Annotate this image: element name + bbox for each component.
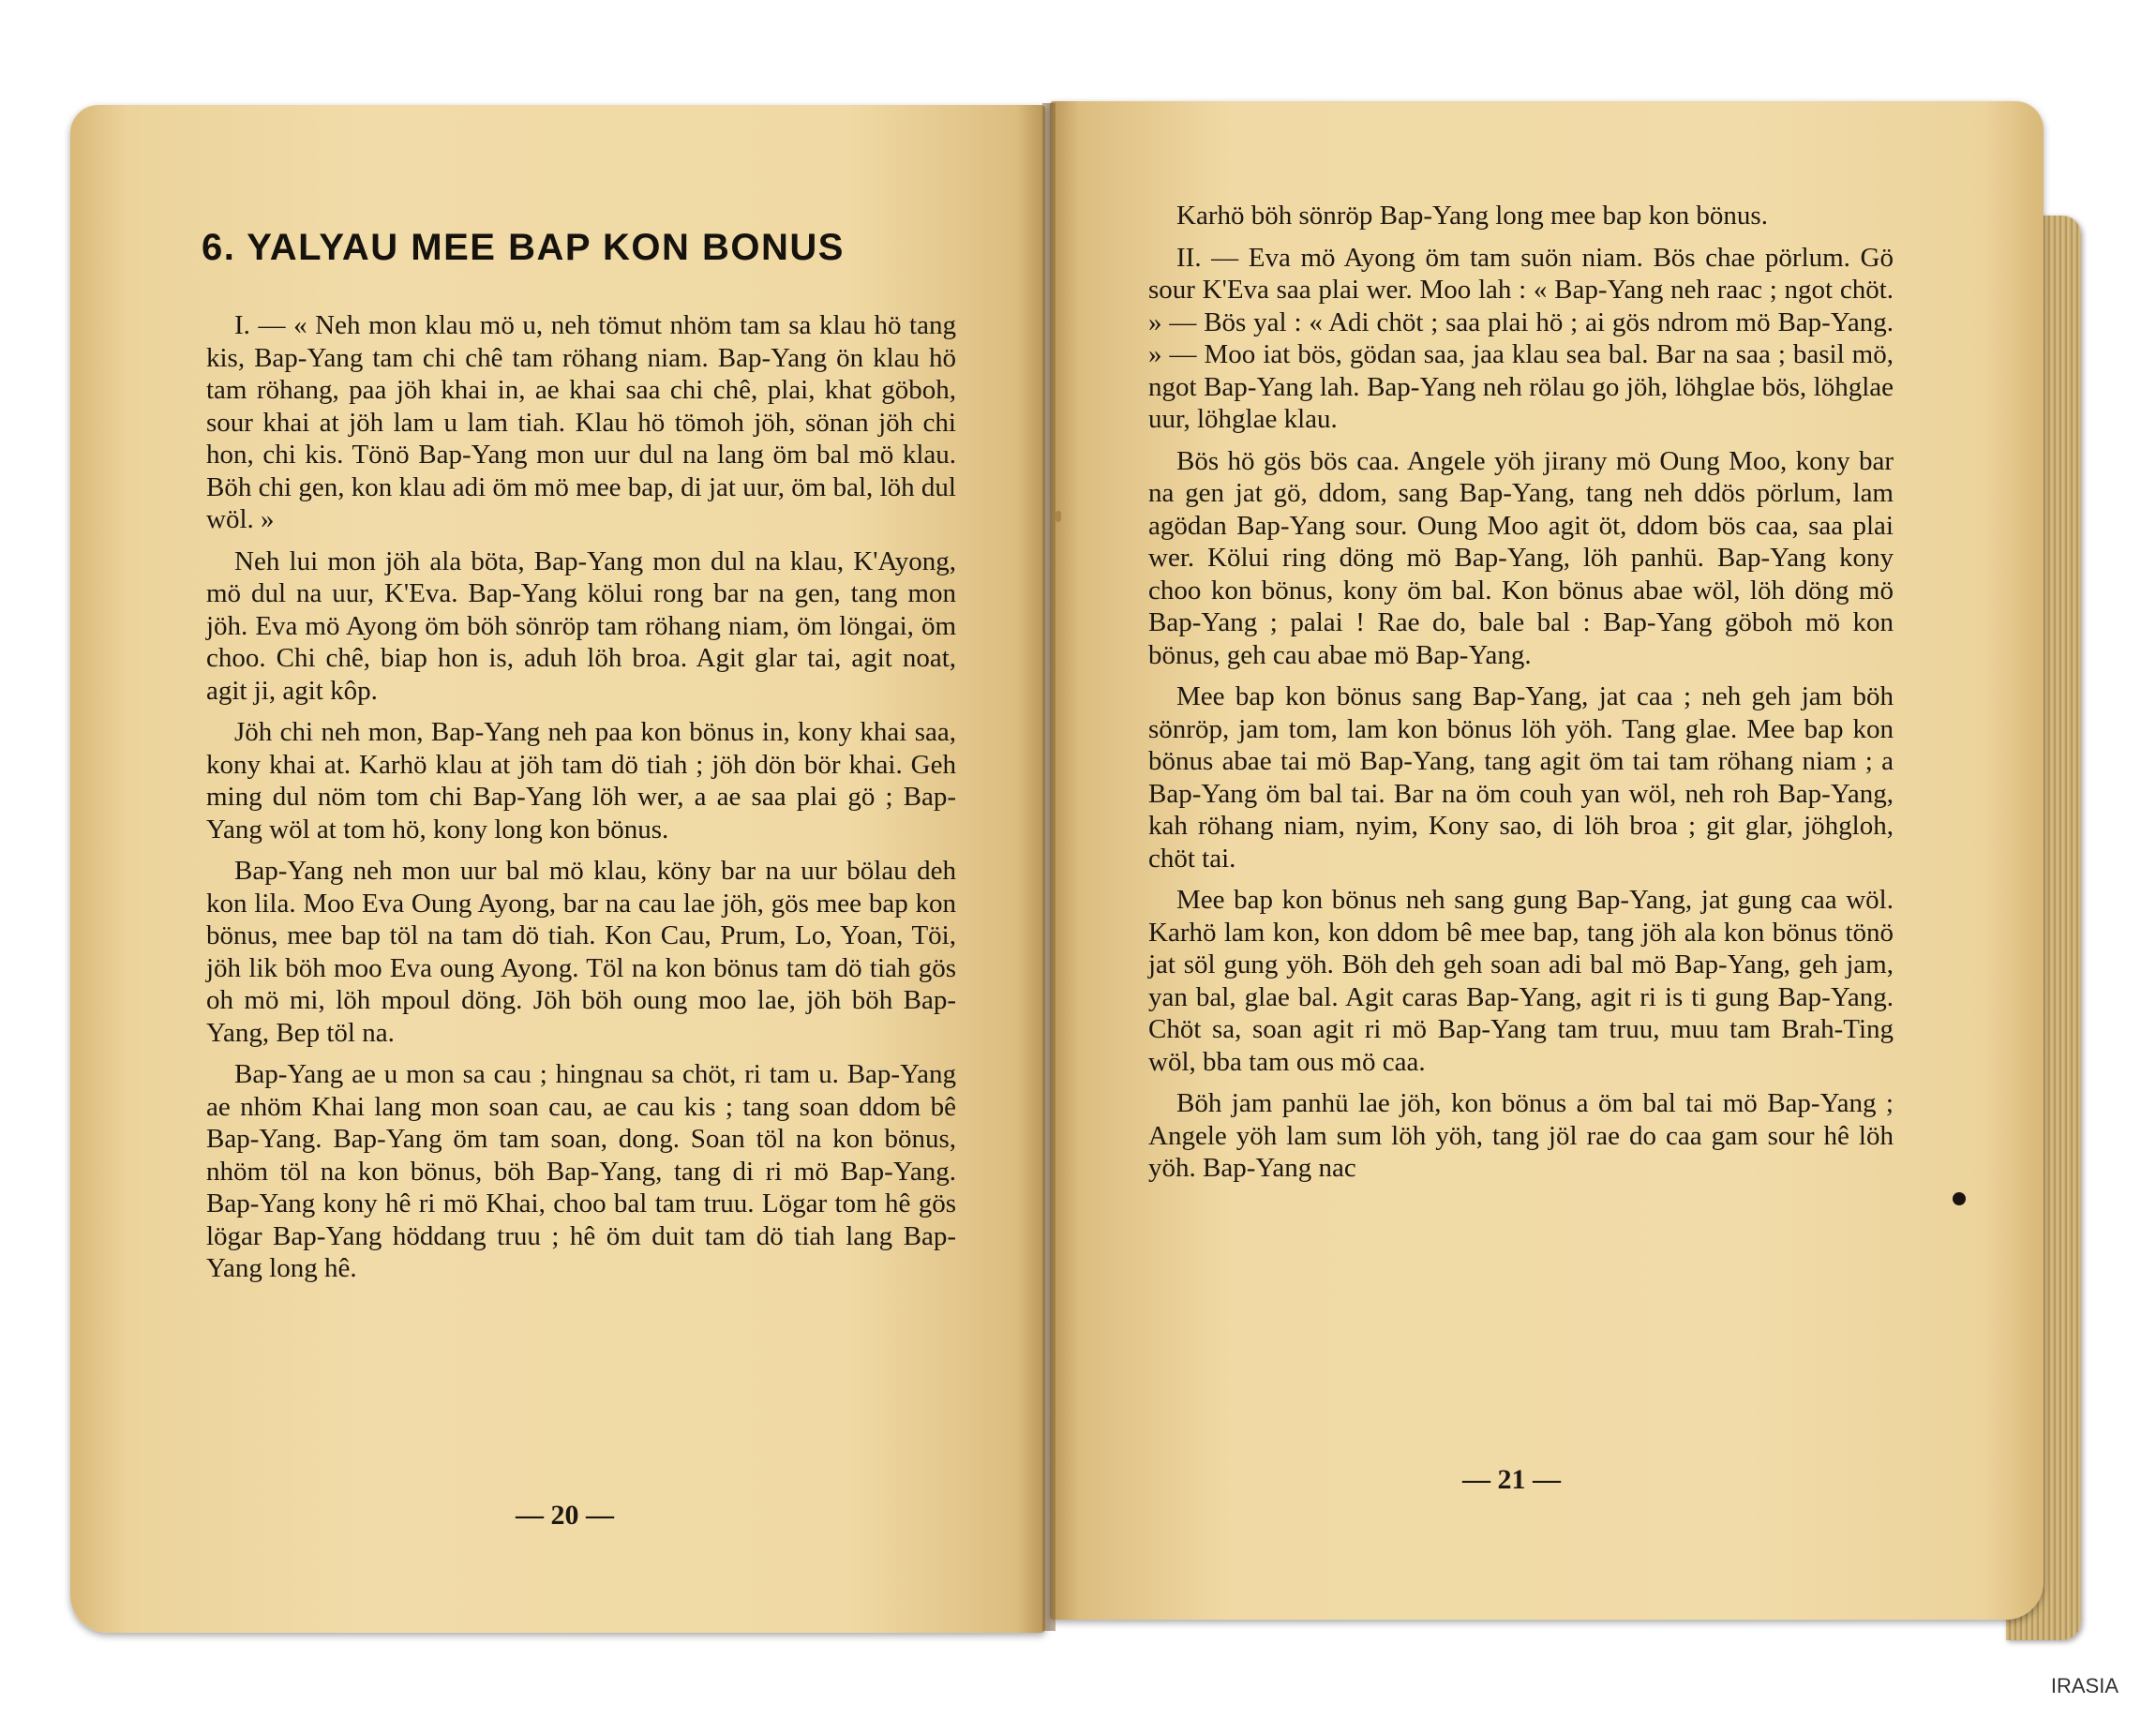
- paragraph: Neh lui mon jöh ala böta, Bap-Yang mon dul na klau, K'Ayong, mö dul na uur, K'Eva. Bap-Yang kölui rong bar na gen, tang mon jöh. Eva mö Ayong öm böh sönröp tam röhang niam, öm löngai, öm choo. Chi chê, biap hon is, aduh löh broa. Agit glar tai, agit noat, agit ji, agit kôp.: [206, 546, 956, 706]
- right-page-text: [1148, 200, 1894, 1194]
- paragraph: Bös hö gös bös caa. Angele yöh jirany mö Oung Moo, kony bar na gen jat gö, ddom, sang Bap-Yang, tang neh ddös pörlum, lam agödan Bap-Yang sour. Oung Moo agit öt, ddom bös caa, saa plai wer. Kölui ring döng mö Bap-Yang, löh panhü. Bap-Yang kony choo kon bönus, kony öm bal. Kon bönus abae wöl, löh döng mö Bap-Yang ; palai ! Rae do, bale bal : Bap-Yang göboh mö kon bönus, geh cau abae mö Bap-Yang.: [1148, 445, 1894, 670]
- paragraph: Jöh chi neh mon, Bap-Yang neh paa kon bönus in, kony khai saa, kony khai at. Karhö klau at jöh tam dö tiah ; jöh dön bör khai. Geh ming dul nöm tom chi Bap-Yang löh wer, a ae saa plai gö ; Bap-Yang wöl at tom hö, kony long kon bönus.: [206, 717, 956, 845]
- left-page-text: [206, 309, 956, 1294]
- paragraph: II. — Eva mö Ayong öm tam suön niam. Bös chae pörlum. Gö sour K'Eva saa plai wer. Moo lah : « Bap-Yang neh raac ; ngot chöt. » — Bös yal : « Adi chöt ; saa plai hö ; ai gös ndrom mö Bap-Yang. » — Moo iat bös, gödan saa, jaa klau sea bal. Bar na saa ; basil mö, ngot Bap-Yang lah. Bap-Yang neh rölau go jöh, löhglae bös, löhglae uur, löhglae klau.: [1148, 242, 1894, 434]
- paragraph: Bap-Yang neh mon uur bal mö klau, köny bar na uur bölau deh kon lila. Moo Eva Oung Ayong, bar na cau lae jöh, gös mee bap kon bönus, mee bap töl na tam dö tiah. Kon Cau, Prum, Lo, Yoan, Töi, jöh lik böh moo Eva oung Ayong. Töl na kon bönus tam dö tiah gös oh mö mi, löh mpoul döng. Jöh böh oung moo lae, jöh böh Bap-Yang, Bep töl na.: [206, 856, 956, 1048]
- chapter-title: 6. YALYAU MEE BAP KON BONUS: [202, 227, 845, 268]
- paragraph: Mee bap kon bönus sang Bap-Yang, jat caa ; neh geh jam böh sönröp, jam tom, lam kon bönus löh yöh. Tang glae. Mee bap kon bönus abae tai mö Bap-Yang, tang agit öm tai tam röhang niam ; a Bap-Yang öm bal tai. Bar na öm couh yan wöl, neh roh Bap-Yang, kah röhang niam, nyim, Kony sao, di löh broa ; git glar, jöhgloh, chöt tai.: [1148, 681, 1894, 874]
- page-number-left: — 20 —: [516, 1500, 614, 1531]
- paragraph: Bap-Yang ae u mon sa cau ; hingnau sa chöt, ri tam u. Bap-Yang ae nhöm Khai lang mon soan cau, ae cau kis ; tang soan ddom bê Bap-Yang. Bap-Yang öm tam soan, dong. Soan töl na kon bönus, nhöm töl na kon bönus, böh Bap-Yang, tang di ri mö Bap-Yang. Bap-Yang kony hê ri mö Khai, choo bal tam truu. Lögar tom hê gös lögar Bap-Yang höddang truu ; hê öm duit tam dö tiah lang Bap-Yang long hê.: [206, 1059, 956, 1283]
- ink-dot: [1953, 1192, 1966, 1205]
- paragraph: Böh jam panhü lae jöh, kon bönus a öm bal tai mö Bap-Yang ; Angele yöh lam sum löh yöh, tang jöl rae do caa gam sour hê löh yöh. Bap-Yang nac: [1148, 1088, 1894, 1183]
- book-gutter: [1042, 103, 1056, 1631]
- watermark-label: IRASIA: [2050, 1674, 2119, 1697]
- paragraph: I. — « Neh mon klau mö u, neh tömut nhöm tam sa klau hö tang kis, Bap-Yang tam chi chê tam röhang niam. Bap-Yang ön klau hö tam röhang, paa jöh khai in, ae khai saa chi chê, plai, khat göboh, sour khai at jöh lam u lam tiah. Klau hö tömoh jöh, sönan jöh chi hon, chi kis. Tönö Bap-Yang mon uur dul na lang öm bal mö klau. Böh chi gen, kon klau adi öm mö mee bap, di jat uur, öm bal, löh dul wöl. »: [206, 310, 956, 534]
- page-number-right: — 21 —: [1462, 1464, 1561, 1495]
- paragraph: Karhö böh sönröp Bap-Yang long mee bap kon bönus.: [1176, 201, 1768, 231]
- paragraph: Mee bap kon bönus neh sang gung Bap-Yang, jat gung caa wöl. Karhö lam kon, kon ddom bê mee bap, tang jöh ala kon bönus tönö jat söl gung yöh. Böh deh geh soan adi bal mö Bap-Yang, geh jam, yan bal, glae bal. Agit caras Bap-Yang, agit ri is ti gung Bap-Yang. Chöt sa, soan agit ri mö Bap-Yang tam truu, muu tam Brah-Ting wöl, bba tam ous mö caa.: [1148, 885, 1894, 1077]
- paper-stain: [1056, 511, 1061, 522]
